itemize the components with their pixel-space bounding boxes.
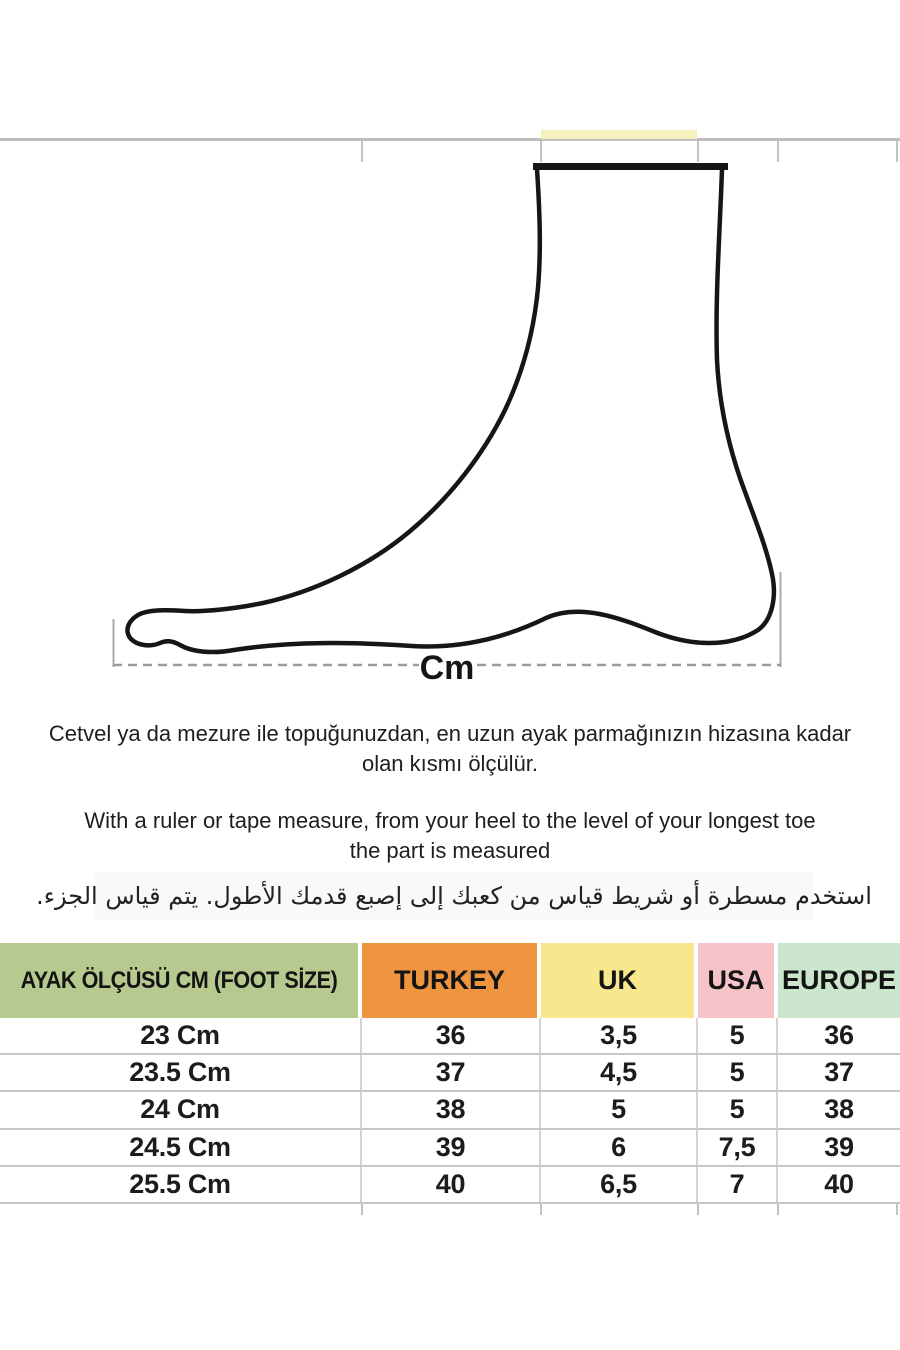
- instruction-english: [0, 806, 900, 866]
- table-row: [0, 1055, 900, 1092]
- cell-foot-size: 25.5 Cm: [0, 1167, 362, 1202]
- rule-tick: [896, 1204, 898, 1215]
- cell-europe: 37: [824, 1057, 854, 1088]
- table-row: [0, 1130, 900, 1167]
- header-cell-europe: EUROPE: [778, 943, 900, 1018]
- rule-tick: [540, 1204, 542, 1215]
- instruction-arabic-band: [36, 872, 872, 920]
- instruction-turkish-line2: olan kısmı ölçülür.: [361, 751, 539, 776]
- cell-turkey: 39: [362, 1130, 541, 1165]
- instruction-english-line1: With a ruler or tape measure, from your heel to the level of your longest toe: [84, 808, 816, 833]
- cell-uk: 5: [541, 1092, 698, 1127]
- cell-usa: 5: [698, 1055, 778, 1090]
- cm-label: Cm: [419, 649, 475, 687]
- header-cell-foot-size: AYAK ÖLÇÜSÜ CM (FOOT SİZE): [0, 943, 362, 1018]
- cell-europe: 38: [824, 1094, 854, 1125]
- cell-usa: 5: [698, 1018, 778, 1053]
- foot-measurement-figure: [0, 150, 900, 695]
- rule-tick: [697, 1204, 699, 1215]
- cell-foot-size: 23.5 Cm: [0, 1055, 362, 1090]
- header-cell-usa: USA: [698, 943, 778, 1018]
- cell-foot-size: 24 Cm: [0, 1092, 362, 1127]
- size-table: [0, 943, 900, 1204]
- size-table-body: [0, 1018, 900, 1204]
- table-row: [0, 1018, 900, 1055]
- top-highlight-strip: [541, 130, 697, 139]
- instruction-turkish-line1: Cetvel ya da mezure ile topuğunuzdan, en uzun ayak parmağınızın hizasına kadar: [48, 721, 852, 746]
- header-cell-uk: UK: [541, 943, 698, 1018]
- cell-turkey: 40: [362, 1167, 541, 1202]
- top-rule-line: [0, 138, 900, 141]
- cell-turkey: 36: [362, 1018, 541, 1053]
- header-cell-turkey: TURKEY: [362, 943, 541, 1018]
- cell-foot-size: 24.5 Cm: [0, 1130, 362, 1165]
- rule-tick: [777, 1204, 779, 1215]
- instruction-english-line2: the part is measured: [349, 838, 551, 863]
- cell-turkey: 38: [362, 1092, 541, 1127]
- cell-europe: 40: [824, 1168, 854, 1199]
- instruction-turkish: [0, 719, 900, 779]
- instruction-arabic: استخدم مسطرة أو شريط قياس من كعبك إلى إصبع قدمك الأطول. يتم قياس الجزء.: [36, 882, 872, 910]
- cell-europe: 39: [824, 1131, 854, 1162]
- cell-usa: 5: [698, 1092, 778, 1127]
- foot-outline: [127, 169, 773, 652]
- cell-usa: 7: [698, 1167, 778, 1202]
- cell-uk: 3,5: [541, 1018, 698, 1053]
- cell-usa: 7,5: [698, 1130, 778, 1165]
- cell-europe: 36: [824, 1020, 854, 1051]
- table-row: [0, 1092, 900, 1129]
- cell-uk: 6,5: [541, 1167, 698, 1202]
- cell-uk: 4,5: [541, 1055, 698, 1090]
- cell-foot-size: 23 Cm: [0, 1018, 362, 1053]
- size-table-header: [0, 943, 900, 1018]
- cell-turkey: 37: [362, 1055, 541, 1090]
- cell-uk: 6: [541, 1130, 698, 1165]
- table-row: [0, 1167, 900, 1204]
- rule-tick: [361, 1204, 363, 1215]
